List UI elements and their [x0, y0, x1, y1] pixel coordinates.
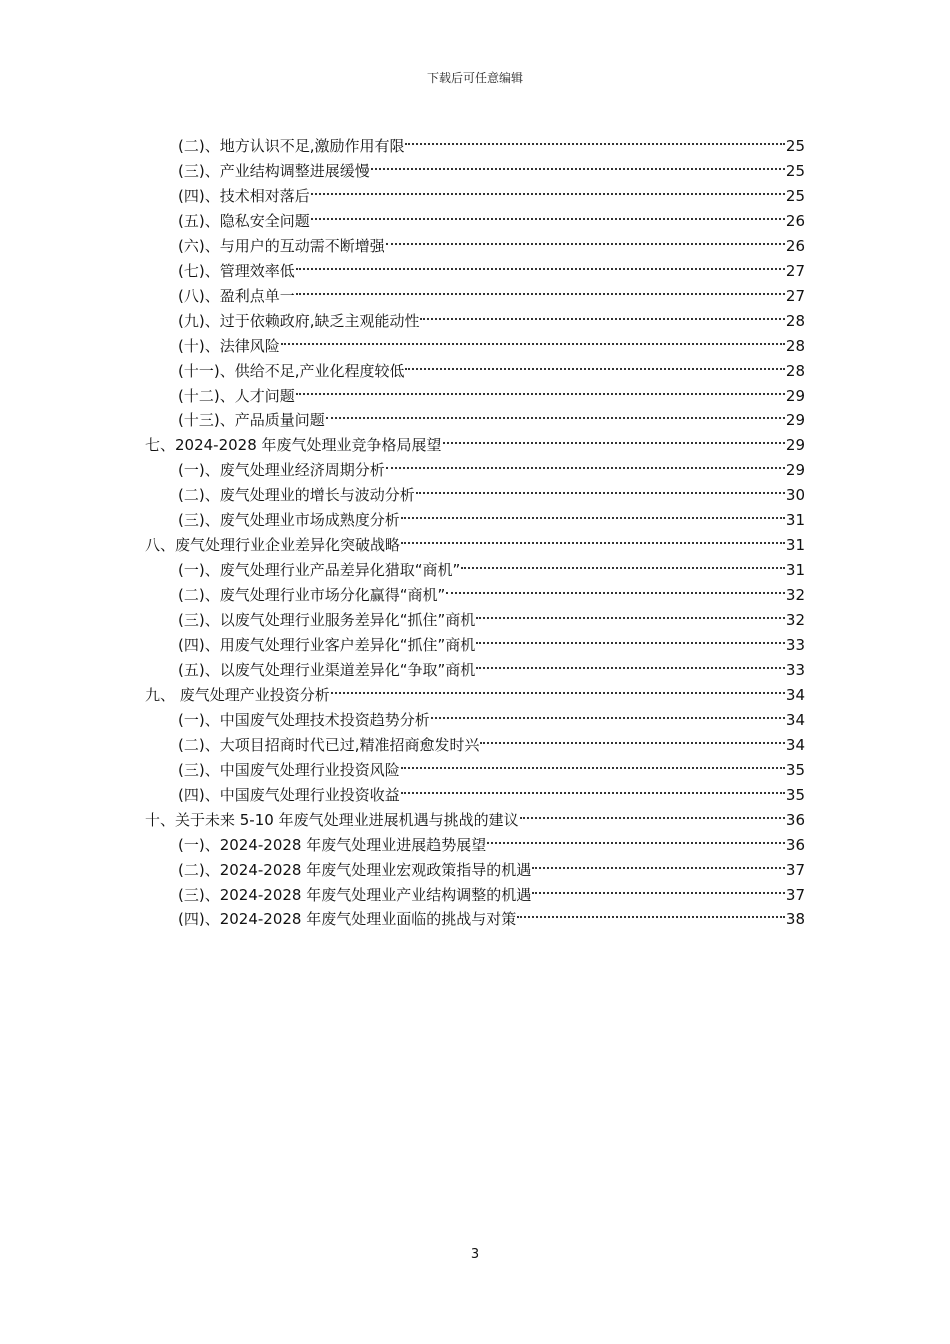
toc-entry-title: (十三)、产品质量问题	[178, 411, 325, 430]
toc-entry-page: 36	[785, 810, 805, 829]
toc-entry-title: (十)、法律风险	[178, 336, 280, 355]
dot-leader	[532, 850, 785, 875]
toc-entry-page: 32	[785, 586, 805, 605]
toc-entry[interactable]	[178, 550, 805, 580]
toc-entry-page: 35	[785, 785, 805, 804]
toc-entry-page: 28	[785, 361, 805, 380]
toc-entry[interactable]	[178, 899, 805, 929]
dot-leader	[431, 700, 785, 725]
toc-entry-page: 32	[785, 611, 805, 630]
dot-leader	[386, 450, 785, 475]
toc-entry-page: 29	[785, 461, 805, 480]
toc-entry[interactable]	[178, 450, 805, 480]
toc-entry-page: 38	[785, 910, 805, 929]
dot-leader	[401, 500, 785, 525]
toc-entry-page: 36	[785, 835, 805, 854]
toc-entry[interactable]	[145, 675, 805, 704]
toc-entry-page: 35	[785, 760, 805, 779]
dot-leader	[281, 326, 785, 351]
toc-entry-page: 31	[785, 536, 805, 555]
toc-entry-page: 29	[785, 436, 805, 455]
toc-entry-title: (四)、用废气处理行业客户差异化“抓住”商机	[178, 636, 476, 654]
toc-entry[interactable]	[178, 700, 805, 729]
dot-leader	[446, 575, 785, 600]
toc-entry-title: (三)、以废气处理行业服务差异化“抓住”商机	[178, 611, 476, 630]
dot-leader	[420, 301, 784, 326]
toc-entry[interactable]	[178, 750, 805, 779]
toc-entry-title: (五)、以废气处理行业渠道差异化“争取”商机	[178, 660, 476, 679]
toc-entry[interactable]	[178, 176, 805, 205]
toc-entry[interactable]	[178, 400, 805, 430]
dot-leader	[326, 400, 785, 425]
toc-entry-title: (七)、管理效率低	[178, 261, 295, 280]
dot-leader	[401, 750, 785, 775]
dot-leader	[331, 675, 785, 700]
toc-entry[interactable]	[178, 775, 805, 804]
toc-entry-title: (六)、与用户的互动需不断增强	[178, 236, 385, 255]
dot-leader	[532, 875, 785, 900]
toc-entry[interactable]	[178, 351, 805, 380]
toc-entry-title: (一)、2024-2028 年废气处理业进展趋势展望	[178, 835, 487, 854]
toc-entry-title: (三)、废气处理业市场成熟度分析	[178, 511, 400, 530]
toc-entry[interactable]	[145, 525, 805, 555]
dot-leader	[520, 800, 785, 825]
toc-entry[interactable]	[178, 201, 805, 230]
toc-entry-title: (九)、过于依赖政府,缺乏主观能动性	[178, 311, 420, 330]
page-header: 下载后可任意编辑	[426, 71, 523, 85]
dot-leader	[311, 201, 785, 226]
dot-leader	[401, 775, 785, 800]
toc-entry-page: 28	[785, 311, 805, 330]
toc-entry-page: 29	[785, 411, 805, 430]
toc-entry-title: (二)、废气处理行业市场分化赢得“商机”	[178, 586, 446, 605]
toc-entry-title: (四)、中国废气处理行业投资收益	[178, 785, 400, 804]
dot-leader	[416, 475, 785, 500]
toc-entry-title: (五)、隐私安全问题	[178, 211, 310, 230]
toc-entry-page: 27	[785, 286, 805, 305]
dot-leader	[443, 425, 785, 450]
toc-entry[interactable]	[178, 575, 805, 605]
dot-leader	[476, 625, 785, 650]
toc-entry-title: (十二)、人才问题	[178, 386, 295, 405]
toc-entry[interactable]	[178, 875, 805, 904]
toc-entry-page: 37	[785, 885, 805, 904]
toc-entry-page: 25	[785, 186, 805, 205]
toc-entry-page: 29	[785, 386, 805, 405]
dot-leader	[371, 151, 785, 176]
toc-entry-page: 37	[785, 860, 805, 879]
dot-leader	[311, 176, 785, 201]
toc-entry[interactable]	[178, 276, 805, 305]
toc-entry-title: 十、关于未来 5-10 年废气处理业进展机遇与挑战的建议	[145, 810, 519, 829]
toc-entry-title: (二)、大项目招商时代已过,精准招商愈发时兴	[178, 735, 480, 754]
toc-entry[interactable]	[178, 725, 805, 754]
dot-leader	[476, 650, 785, 675]
dot-leader	[405, 126, 784, 151]
toc-entry-page: 26	[785, 236, 805, 255]
toc-entry-title: (八)、盈利点单一	[178, 286, 295, 305]
toc-entry-page: 34	[785, 685, 805, 704]
toc-entry-title: 九、 废气处理产业投资分析	[145, 685, 330, 704]
dot-leader	[480, 725, 784, 750]
toc-entry-title: (一)、废气处理行业产品差异化猎取“商机”	[178, 561, 461, 580]
toc-entry-title: (一)、中国废气处理技术投资趋势分析	[178, 710, 430, 729]
toc-entry-title: 八、废气处理行业企业差异化突破战略	[145, 536, 401, 555]
toc-entry[interactable]	[178, 301, 805, 330]
toc-entry-page: 34	[785, 710, 805, 729]
toc-entry[interactable]	[145, 425, 805, 455]
toc-entry-page: 30	[785, 486, 805, 505]
dot-leader	[487, 825, 785, 850]
toc-entry-title: (三)、2024-2028 年废气处理业产业结构调整的机遇	[178, 885, 532, 904]
dot-leader	[386, 226, 785, 251]
toc-entry[interactable]	[178, 600, 805, 630]
toc-entry[interactable]	[178, 625, 805, 654]
toc-entry-page: 27	[785, 261, 805, 280]
toc-entry[interactable]	[178, 650, 805, 679]
toc-entry-title: (二)、废气处理业的增长与波动分析	[178, 486, 415, 505]
toc-entry-title: (三)、产业结构调整进展缓慢	[178, 161, 370, 180]
page-number: 3	[470, 1247, 480, 1262]
toc-entry[interactable]	[178, 326, 805, 355]
toc-entry[interactable]	[178, 825, 805, 854]
toc-entry-page: 26	[785, 211, 805, 230]
dot-leader	[517, 899, 785, 924]
toc-entry-page: 33	[785, 636, 805, 654]
toc-entry-title: (二)、2024-2028 年废气处理业宏观政策指导的机遇	[178, 860, 532, 879]
toc-entry-title: (一)、废气处理业经济周期分析	[178, 461, 385, 480]
dot-leader	[296, 276, 785, 301]
toc-entry-title: (二)、地方认识不足,激励作用有限	[178, 137, 405, 155]
toc-entry-page: 31	[785, 511, 805, 530]
toc-entry-page: 31	[785, 561, 805, 580]
toc-entry-page: 25	[785, 161, 805, 180]
toc-entry-title: (十一)、供给不足,产业化程度较低	[178, 361, 405, 380]
toc-entry[interactable]	[178, 376, 805, 405]
toc-entry[interactable]	[178, 475, 805, 505]
toc-entry[interactable]	[178, 850, 805, 879]
toc-entry-title: (四)、技术相对落后	[178, 186, 310, 205]
toc-entry[interactable]	[178, 151, 805, 180]
toc-entry[interactable]	[178, 500, 805, 530]
toc-entry-page: 28	[785, 336, 805, 355]
toc-entry-title: 七、2024-2028 年废气处理业竞争格局展望	[145, 436, 442, 455]
toc-entry[interactable]	[178, 251, 805, 280]
toc-entry-page: 25	[785, 137, 805, 155]
toc-entry[interactable]	[145, 800, 805, 829]
toc-entry[interactable]	[178, 226, 805, 255]
toc-entry-page: 33	[785, 660, 805, 679]
dot-leader	[461, 550, 785, 575]
toc-entry-title: (三)、中国废气处理行业投资风险	[178, 760, 400, 779]
toc-entry[interactable]	[178, 126, 805, 155]
toc-entry-page: 34	[785, 735, 805, 754]
dot-leader	[405, 351, 784, 376]
toc-entry-title: (四)、2024-2028 年废气处理业面临的挑战与对策	[178, 910, 517, 929]
dot-leader	[296, 251, 785, 276]
dot-leader	[296, 376, 785, 401]
dot-leader	[401, 525, 785, 550]
dot-leader	[476, 600, 785, 625]
